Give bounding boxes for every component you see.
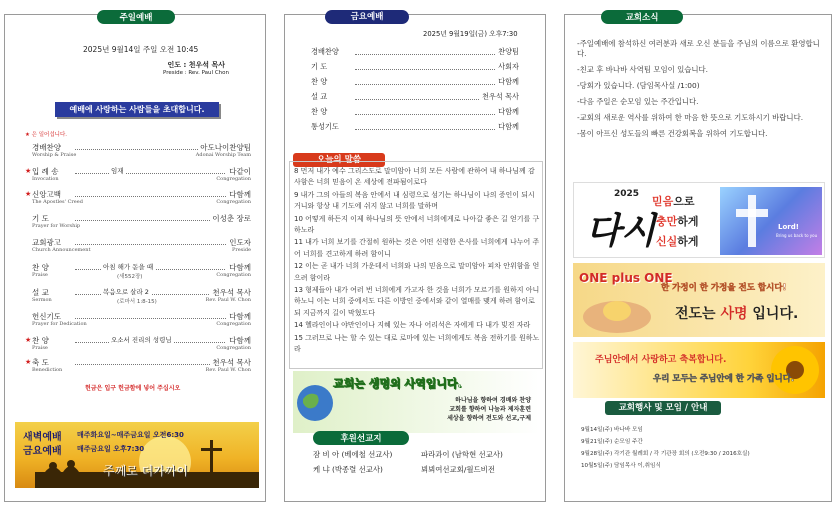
- order-item-title: 아침 해가 돋을 때: [103, 263, 154, 271]
- leader-dots: [355, 69, 505, 70]
- order-item-name: 교회광고: [32, 238, 61, 247]
- order-item-name-en: Church Announcement: [32, 247, 91, 253]
- sunday-datetime: 2025년 9월14일 주일 오전 10:45: [83, 45, 199, 54]
- leader-dots: [355, 84, 505, 85]
- friday-item-leader: 다함께: [498, 77, 519, 86]
- sunday-preside-en: Preside : Rev. Paul Chon: [162, 70, 229, 76]
- event-item: 9월28일(주) 각기관 월례회 / 각 기관장 회의 (오전9:30 / 2016호실): [581, 451, 750, 457]
- promo-family-line-1: 주님안에서 사랑하고 축복합니다.: [595, 355, 727, 365]
- sunflower-graphic: [735, 342, 825, 398]
- worship-times-banner: [15, 422, 259, 488]
- leader-dots: [75, 173, 225, 174]
- missionary-row-2-left: 케 냐 (박종렬 선교사): [313, 465, 383, 474]
- stand-star: ★: [25, 190, 32, 198]
- offering-note: 헌금은 입구 헌금함에 넣어 주십시오: [85, 385, 181, 392]
- order-item-name: 축 도: [32, 358, 49, 367]
- order-item-leader-en: Congregation: [216, 321, 251, 327]
- promo-one-plus-one: [573, 263, 825, 337]
- order-item-leader: 이성춘 장로: [212, 214, 251, 223]
- verse: 8 먼저 내가 예수 그리스도로 말미암아 너희 모든 사람에 관하여 내 하나님께 감사함은 너희 믿음이 온 세상에 전파됨이로다: [294, 167, 535, 187]
- order-item-leader: 다함께: [229, 263, 251, 272]
- promo-line-2a: 충만: [656, 215, 678, 228]
- verse: 14 헬라인이나 야만인이나 지혜 있는 자나 어리석은 자에게 다 내가 빚진 자라: [294, 321, 531, 330]
- promo-oneplusone-main: [675, 303, 798, 323]
- news-item: -당회가 있습니다. (담임목사실 /1:00): [577, 81, 700, 90]
- friday-order-row: [285, 122, 545, 136]
- order-item-leader: 다같이: [229, 167, 251, 176]
- mission-title: 교회는 생명의 사역입니다.: [333, 377, 462, 390]
- order-item-subtitle: (새552장): [117, 274, 143, 280]
- promo-family: [573, 342, 825, 398]
- order-item-name-en: Worship & Praise: [32, 152, 77, 158]
- friday-panel: [284, 14, 546, 502]
- stand-star: ★: [25, 336, 32, 344]
- mission-banner: [293, 371, 539, 433]
- friday-item-name: 찬 양: [311, 107, 328, 116]
- promo-renewal: [573, 182, 825, 258]
- order-item-leader: 천우석 목사: [212, 288, 251, 297]
- promo-oneplusone-sub: 한 가정이 한 가정을 전도 합시다!: [661, 283, 787, 293]
- order-item-leader-en: Preside: [231, 247, 251, 253]
- friday-order-row: [285, 107, 545, 121]
- order-row: [5, 309, 265, 331]
- cross-card: [720, 187, 822, 255]
- news-item: -다음 주일은 순모임 있는 주간입니다.: [577, 97, 699, 106]
- word-box: [289, 161, 543, 369]
- leader-dots: [75, 196, 240, 197]
- friday-item-name: 기 도: [311, 62, 328, 71]
- cross-icon: [720, 187, 822, 255]
- order-item-leader: 다함께: [229, 312, 251, 321]
- verse: 12 이는 곧 내가 너희 가운데서 너희와 나의 믿음으로 말미암아 피차 안위함을 얻으려 함이라: [294, 262, 540, 282]
- order-item-title: 임재: [111, 167, 124, 175]
- order-item-leader: 아도나이찬양팀: [200, 143, 251, 152]
- order-item-name: 경배찬양: [32, 143, 61, 152]
- missionary-row-2-right: 뵈뵈여선교회/월드비전: [421, 465, 495, 474]
- order-item-name-en: Sermon: [32, 297, 52, 303]
- friday-item-name: 통성기도: [311, 122, 339, 131]
- promo-main-b: 사명: [720, 306, 748, 322]
- welcome-banner: 예배에 사랑하는 사람들을 초대합니다.: [55, 102, 219, 117]
- events-header: 교회행사 및 모임 / 안내: [605, 401, 721, 415]
- leader-dots: [355, 54, 505, 55]
- promo-family-line-2: 우리 모두는 주님안에 한 가족 입니다.: [653, 374, 795, 384]
- order-item-name-en: Praise: [32, 345, 48, 351]
- banner-slogan: 주께로 더가까이: [103, 464, 188, 478]
- sunday-preside: 인도 : 천우석 목사: [167, 61, 225, 69]
- promo-line-3a: 신실: [656, 235, 678, 248]
- friday-datetime: 2025년 9월19일(금) 오후7:30: [423, 30, 518, 38]
- order-row: [5, 285, 265, 307]
- news-header: 교회소식: [601, 10, 683, 24]
- order-item-leader-en: Rev. Paul W. Chon: [205, 367, 251, 373]
- order-item-name-en: Benediction: [32, 367, 63, 373]
- missionary-row-1-right: 파라과이 (남학현 선교사): [421, 450, 503, 459]
- friday-item-leader: 찬양팀: [498, 47, 519, 56]
- news-list: [577, 39, 825, 145]
- order-item-name: 기 도: [32, 214, 49, 223]
- cross-card-title: Lord!: [778, 223, 799, 231]
- order-row: [5, 355, 265, 377]
- event-item: 10월5일(주) 담임목사 이,취임식: [581, 463, 661, 469]
- order-row: [5, 260, 265, 282]
- verse: 9 내가 그의 아들의 복음 안에서 내 심령으로 섬기는 하나님이 나의 증인이 되시거니와 항상 내 기도에 쉬지 않고 너희를 말하며: [294, 190, 535, 211]
- friday-item-leader: 다함께: [498, 122, 519, 131]
- missionary-row-1-left: 잠 비 아 (베에철 선교사): [313, 450, 393, 459]
- leader-dots: [355, 129, 505, 130]
- order-item-leader: 다함께: [229, 190, 251, 199]
- order-item-leader-en: Congregation: [216, 272, 251, 278]
- friday-order-row: [285, 62, 545, 76]
- scripture-verses: [294, 166, 540, 357]
- order-item-name-en: Prayer for Worship: [32, 223, 81, 229]
- leader-dots: [75, 318, 240, 319]
- mission-line-2: 교회를 향하여 나눔과 제자훈련: [449, 406, 531, 413]
- order-row: [5, 187, 265, 209]
- order-row: [5, 211, 265, 233]
- promo-year: 2025: [614, 189, 640, 199]
- friday-item-leader: 천우석 목사: [481, 92, 519, 101]
- order-item-leader: 천우석 목사: [212, 358, 251, 367]
- promo-line-3: [656, 233, 699, 249]
- friday-item-name: 찬 양: [311, 77, 328, 86]
- verse: 11 내가 너희 보기를 간절히 원하는 것은 어떤 신령한 은사를 너희에게 나누어 주어 너희를 견고하게 하려 함이니: [294, 238, 540, 258]
- friday-time: 매주금요일 오후7:30: [77, 445, 145, 453]
- order-item-name: 헌신기도: [32, 312, 61, 321]
- order-item-leader-en: Congregation: [216, 345, 251, 351]
- events-list: [581, 425, 827, 473]
- dawn-label: 새벽예배: [23, 432, 62, 443]
- sunday-header: 주일예배: [97, 10, 175, 24]
- friday-item-leader: 다함께: [498, 107, 519, 116]
- stand-star: ★: [25, 358, 32, 366]
- event-item: 9월14일(주) 바나바 모임: [581, 427, 643, 433]
- promo-oneplusone-title: ONE plus ONE: [579, 271, 673, 285]
- order-item-name-en: Invocation: [32, 176, 59, 182]
- news-item: -몸이 아프신 성도들의 빠른 건강회복을 위하여 기도합니다.: [577, 129, 768, 138]
- promo-line-1b: 으로: [673, 195, 695, 208]
- order-item-name: 찬 양: [32, 336, 49, 345]
- promo-line-2: [656, 213, 699, 229]
- promo-big-word: 다시: [586, 210, 656, 252]
- globe-icon: [295, 381, 335, 425]
- verse: 10 어떻게 하든지 이제 하나님의 뜻 안에서 너희에게로 나아갈 좋은 길 얻기를 구하노라: [294, 214, 540, 235]
- word-header: 오늘의 말씀: [293, 153, 385, 167]
- missionaries-header: 후원선교지: [313, 431, 409, 445]
- friday-order-row: [285, 47, 545, 61]
- promo-main-a: 전도는: [675, 306, 721, 322]
- mission-line-3: 세상을 향하여 전도와 선교,구제: [447, 415, 531, 422]
- promo-line-3b: 하게: [677, 235, 699, 248]
- order-item-leader: 인도자: [229, 238, 251, 247]
- hands-graphic: [577, 287, 657, 337]
- cross-card-subtitle: Bring us back to you: [776, 233, 818, 238]
- news-panel: [564, 14, 832, 502]
- order-item-leader-en: Adonai Worship Team: [195, 152, 251, 158]
- order-row: [5, 164, 265, 186]
- friday-item-name: 설 교: [311, 92, 328, 101]
- news-item: -친교 후 바나바 사역팀 모임이 있습니다.: [577, 65, 708, 74]
- stand-note: ★ 은 일어섭니다.: [25, 132, 68, 138]
- news-item: -교회의 새로운 역사를 위하여 한 마음 한 뜻으로 기도하시기 바랍니다.: [577, 113, 804, 122]
- order-item-leader-en: Congregation: [216, 176, 251, 182]
- friday-order-row: [285, 92, 545, 106]
- verse: 15 그러므로 나는 할 수 있는 대로 로마에 있는 너희에게도 복음 전하기를 원하노라: [294, 333, 540, 354]
- order-item-title: 오소서 진리의 성령님: [111, 336, 172, 344]
- order-item-name-en: The Apostles' Creed: [32, 199, 83, 205]
- order-item-name: 신앙고백: [32, 190, 61, 199]
- friday-order-row: [285, 77, 545, 91]
- friday-item-name: 경배찬양: [311, 47, 339, 56]
- leader-dots: [75, 244, 240, 245]
- order-item-leader-en: Congregation: [216, 199, 251, 205]
- order-item-name: 설 교: [32, 288, 49, 297]
- promo-line-1a: 믿음: [652, 195, 674, 208]
- friday-item-leader: 사회자: [498, 62, 519, 71]
- leader-dots: [355, 114, 505, 115]
- order-row: [5, 333, 265, 355]
- news-item: -주일예배에 참석하신 여러분과 새로 오신 분들을 주님의 이름으로 환영합니다.: [577, 39, 820, 58]
- event-item: 9월21일(주) 순모임 주간: [581, 439, 643, 445]
- friday-label: 금요예배: [23, 446, 62, 457]
- mission-line-1: 하나님을 향하여 경배와 찬양: [455, 397, 531, 404]
- sunday-worship-panel: [4, 14, 266, 502]
- order-item-title: 복음으로 살라 2: [103, 288, 149, 296]
- stand-star: ★: [25, 167, 32, 175]
- friday-header: 금요예배: [325, 10, 409, 24]
- promo-line-2b: 하게: [677, 215, 699, 228]
- promo-main-c: 입니다.: [747, 306, 799, 322]
- verse: 13 형제들아 내가 여러 번 너희에게 가고자 한 것을 너희가 모르기를 원하지 아니하노니 이는 너희 중에서도 다른 이방인 중에서와 같이 열매를 맺게 하려 함이로되 지금까지 길이 막혔도다: [294, 286, 540, 317]
- order-row: [5, 235, 265, 257]
- promo-line-1: [652, 193, 695, 209]
- order-item-name: 입 례 송: [32, 167, 59, 176]
- order-item-leader: 다함께: [229, 336, 251, 345]
- order-item-subtitle: (로마서 1:8-15): [117, 299, 157, 305]
- dawn-time: 매주화요일~매주금요일 오전6:30: [77, 431, 184, 439]
- order-row: [5, 140, 265, 162]
- order-item-name-en: Prayer for Dedication: [32, 321, 87, 327]
- order-item-leader-en: Rev. Paul W. Chon: [205, 297, 251, 303]
- order-item-name-en: Praise: [32, 272, 48, 278]
- order-item-name: 찬 양: [32, 263, 49, 272]
